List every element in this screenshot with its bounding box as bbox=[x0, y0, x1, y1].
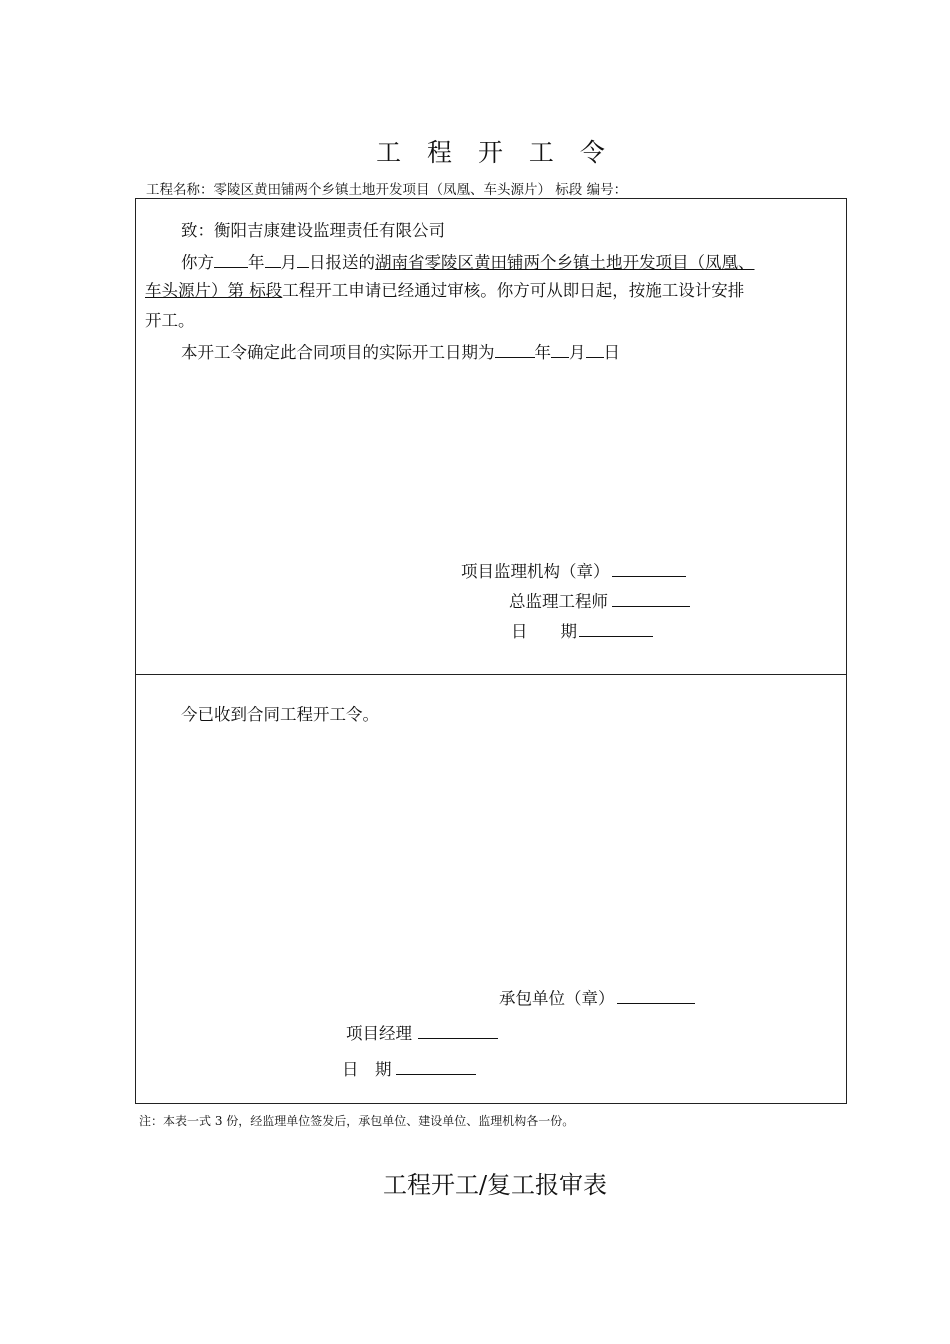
project-section-underlined: 车头源片）第 标段 bbox=[145, 281, 283, 300]
start-day-label: 日 bbox=[603, 343, 620, 362]
start-month-blank[interactable] bbox=[551, 341, 569, 358]
start-month-label: 月 bbox=[569, 343, 586, 362]
notice-paragraph-line-1 bbox=[181, 251, 755, 273]
start-date-line bbox=[181, 341, 620, 363]
project-manager-signature bbox=[346, 1022, 498, 1044]
chief-engineer-blank[interactable] bbox=[612, 590, 690, 607]
addressee-line: 致：衡阳吉康建设监理责任有限公司 bbox=[181, 221, 445, 240]
project-name-line: 工程名称：零陵区黄田铺两个乡镇土地开发项目（凤凰、车头源片） 标段 编号： bbox=[146, 182, 628, 198]
contractor-date-signature bbox=[342, 1058, 476, 1080]
start-order-form bbox=[135, 198, 847, 1104]
supervision-org-blank[interactable] bbox=[612, 560, 686, 577]
month-label: 月 bbox=[280, 253, 297, 272]
start-year-blank[interactable] bbox=[495, 341, 535, 358]
next-form-title: 工程开工/复工报审表 bbox=[382, 1171, 608, 1199]
project-manager-label: 项目经理 bbox=[346, 1024, 412, 1043]
supervision-org-signature bbox=[461, 560, 686, 582]
year-label: 年 bbox=[248, 253, 265, 272]
notice-text: 工程开工申请已经通过审核。你方可从即日起，按施工设计安排 bbox=[282, 281, 745, 300]
project-manager-blank[interactable] bbox=[418, 1022, 498, 1039]
chief-engineer-signature bbox=[509, 590, 690, 612]
contractor-date-label: 日 期 bbox=[342, 1060, 392, 1079]
start-year-label: 年 bbox=[534, 343, 551, 362]
day-label: 日报送的 bbox=[309, 253, 375, 272]
day-blank[interactable] bbox=[297, 251, 309, 268]
document-title: 工 程 开 工 令 bbox=[376, 138, 614, 167]
start-date-text: 本开工令确定此合同项目的实际开工日期为 bbox=[181, 343, 495, 362]
notice-text: 你方 bbox=[181, 253, 214, 272]
contractor-blank[interactable] bbox=[617, 987, 695, 1004]
project-name-underlined: 湖南省零陵区黄田铺两个乡镇土地开发项目（凤凰、 bbox=[375, 253, 755, 272]
contractor-signature bbox=[499, 987, 695, 1009]
footnote: 注：本表一式 3 份，经监理单位签发后，承包单位、建设单位、监理机构各一份。 bbox=[139, 1114, 575, 1128]
year-blank[interactable] bbox=[214, 251, 248, 268]
supervision-date-signature bbox=[511, 620, 653, 642]
section-divider bbox=[136, 674, 846, 675]
supervision-org-label: 项目监理机构（章） bbox=[461, 562, 610, 581]
notice-paragraph-line-3: 开工。 bbox=[145, 311, 195, 330]
month-blank[interactable] bbox=[265, 251, 281, 268]
contractor-label: 承包单位（章） bbox=[499, 989, 615, 1008]
received-statement: 今已收到合同工程开工令。 bbox=[181, 705, 379, 724]
notice-paragraph-line-2 bbox=[145, 281, 744, 301]
start-day-blank[interactable] bbox=[586, 341, 604, 358]
supervision-date-label: 日 期 bbox=[511, 622, 577, 641]
chief-engineer-label: 总监理工程师 bbox=[509, 592, 608, 611]
supervision-date-blank[interactable] bbox=[579, 620, 653, 637]
contractor-date-blank[interactable] bbox=[396, 1058, 476, 1075]
